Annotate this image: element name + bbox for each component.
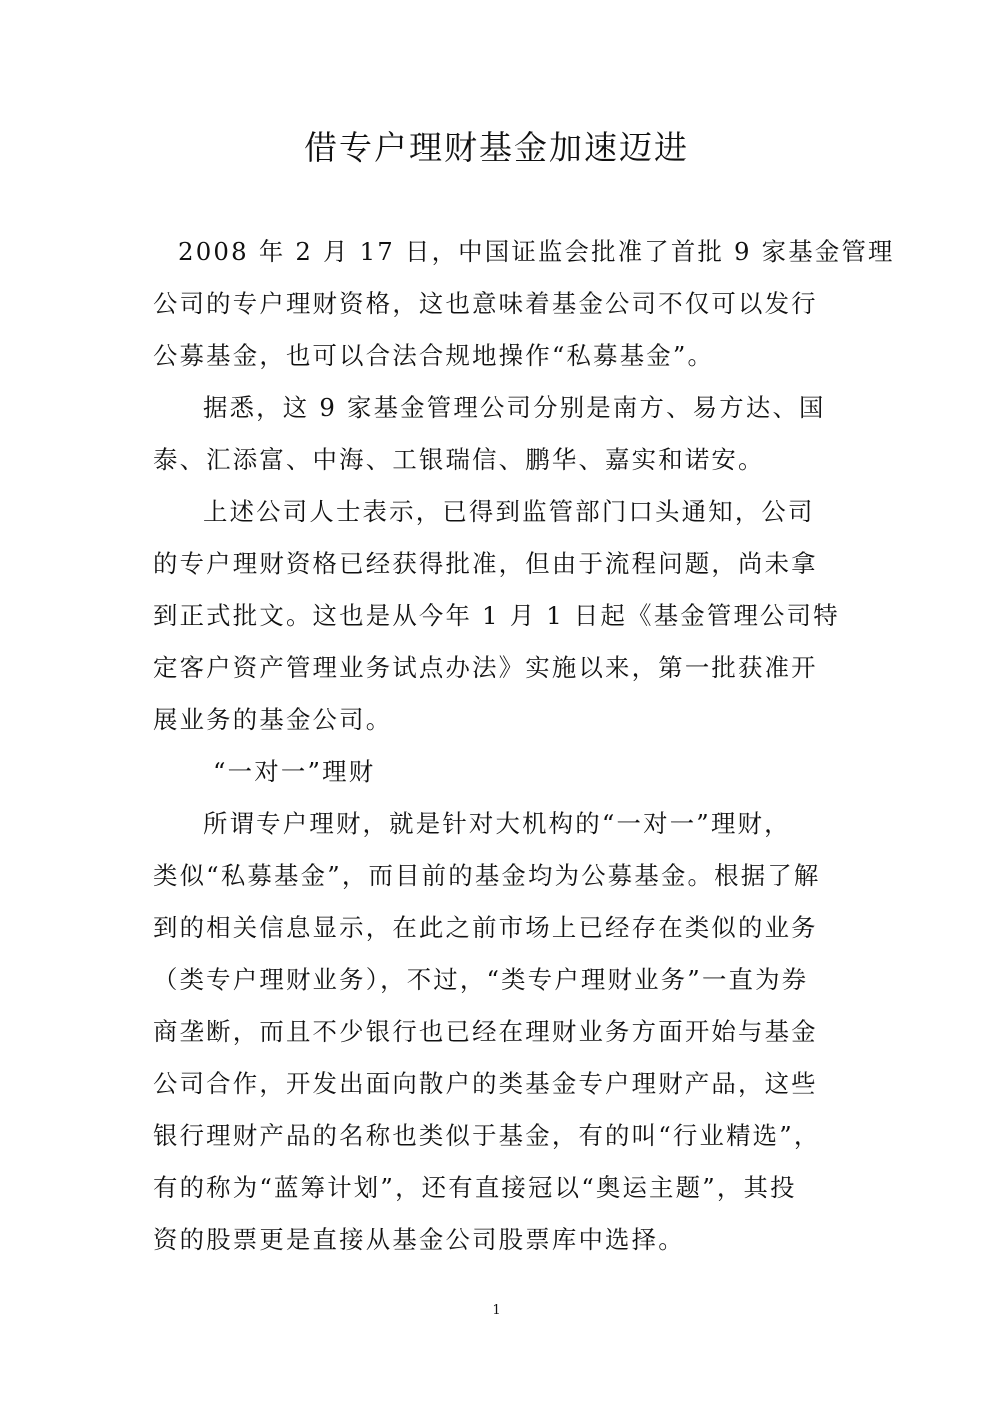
paragraph-2-line-2: 泰、汇添富、中海、工银瑞信、鹏华、嘉实和诺安。 [153, 445, 765, 474]
paragraph-5-line-8: 有的称为“蓝筹计划”，还有直接冠以“奥运主题”，其投 [153, 1173, 797, 1202]
paragraph-2-line-1: 据悉，这 9 家基金管理公司分别是南方、易方达、国 [203, 393, 826, 422]
paragraph-5-line-3: 到的相关信息显示，在此之前市场上已经存在类似的业务 [153, 913, 818, 942]
paragraph-5-line-9: 资的股票更是直接从基金公司股票库中选择。 [153, 1225, 685, 1254]
paragraph-5-line-1: 所谓专户理财，就是针对大机构的“一对一”理财， [203, 809, 791, 838]
paragraph-5-line-4: （类专户理财业务），不过，“类专户理财业务”一直为券 [153, 965, 809, 994]
paragraph-5-line-6: 公司合作，开发出面向散户的类基金专户理财产品，这些 [153, 1069, 818, 1098]
paragraph-3-line-3: 到正式批文。这也是从今年 1 月 1 日起《基金管理公司特 [153, 601, 840, 630]
document-title: 借专户理财基金加速迈进 [304, 128, 689, 167]
paragraph-3-line-1: 上述公司人士表示，已得到监管部门口头通知，公司 [203, 497, 815, 526]
paragraph-5-line-5: 商垄断，而且不少银行也已经在理财业务方面开始与基金 [153, 1017, 818, 1046]
paragraph-3-line-5: 展业务的基金公司。 [153, 705, 393, 734]
paragraph-1-line-1: 2008 年 2 月 17 日，中国证监会批准了首批 9 家基金管理 [178, 237, 895, 266]
paragraph-5-line-2: 类似“私募基金”，而目前的基金均为公募基金。根据了解 [153, 861, 821, 890]
paragraph-3-line-4: 定客户资产管理业务试点办法》实施以来，第一批获准开 [153, 653, 818, 682]
paragraph-1-line-3: 公募基金，也可以合法合规地操作“私募基金”。 [153, 341, 715, 370]
paragraph-1-line-2: 公司的专户理财资格，这也意味着基金公司不仅可以发行 [153, 289, 818, 318]
paragraph-3-line-2: 的专户理财资格已经获得批准，但由于流程问题，尚未拿 [153, 549, 818, 578]
paragraph-5-line-7: 银行理财产品的名称也类似于基金，有的叫“行业精选”， [153, 1121, 821, 1150]
page-number: 1 [492, 1303, 501, 1318]
section-heading: “一对一”理财 [213, 757, 376, 786]
